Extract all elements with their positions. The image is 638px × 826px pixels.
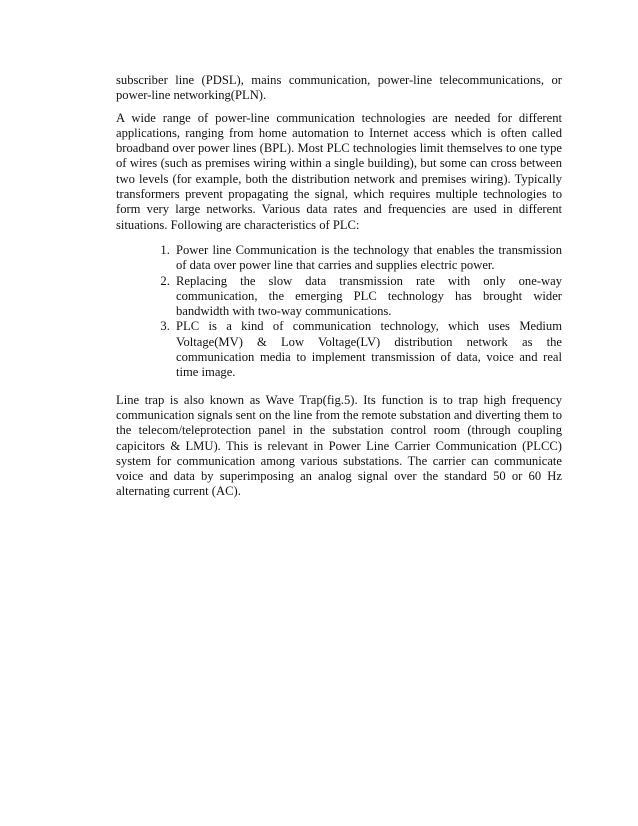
list-item: 2. Replacing the slow data transmission rate with only one-way communication, the emerging PLC technology has brought wider bandwidth with two-way communications. xyxy=(173,274,562,320)
plc-characteristics-list xyxy=(116,243,562,381)
paragraph-line-trap: Line trap is also known as Wave Trap(fig.5). Its function is to trap high frequency communication signals sent on the line from the remote substation and diverting them to the telecom/teleprotection panel in the substation control room (through coupling capicitors & LMU). This is relevant in Power Line Carrier Communication (PLCC) system for communication among various substations. The carrier can communicate voice and data by superimposing an analog signal over the standard 50 or 60 Hz alternating current (AC). xyxy=(116,392,562,499)
document-page xyxy=(116,73,562,500)
paragraph-intro-fragment: subscriber line (PDSL), mains communication, power-line telecommunications, or power-line networking(PLN). xyxy=(116,73,562,103)
list-item: 3. PLC is a kind of communication technology, which uses Medium Voltage(MV) & Low Voltage(LV) distribution network as the communication media to implement transmission of data, voice and real time image. xyxy=(173,319,562,380)
list-item: 1. Power line Communication is the technology that enables the transmission of data over power line that carries and supplies electric power. xyxy=(173,243,562,274)
paragraph-plc-overview: A wide range of power-line communication technologies are needed for different applications, ranging from home automation to Internet access which is often called broadband over power lines (BPL). Most PLC technologies limit themselves to one type of wires (such as premises wiring within a single building), but some can cross between two levels (for example, both the distribution network and premises wiring). Typically transformers prevent propagating the signal, which requires multiple technologies to form very large networks. Various data rates and frequencies are used in different situations. Following are characteristics of PLC: xyxy=(116,110,562,232)
